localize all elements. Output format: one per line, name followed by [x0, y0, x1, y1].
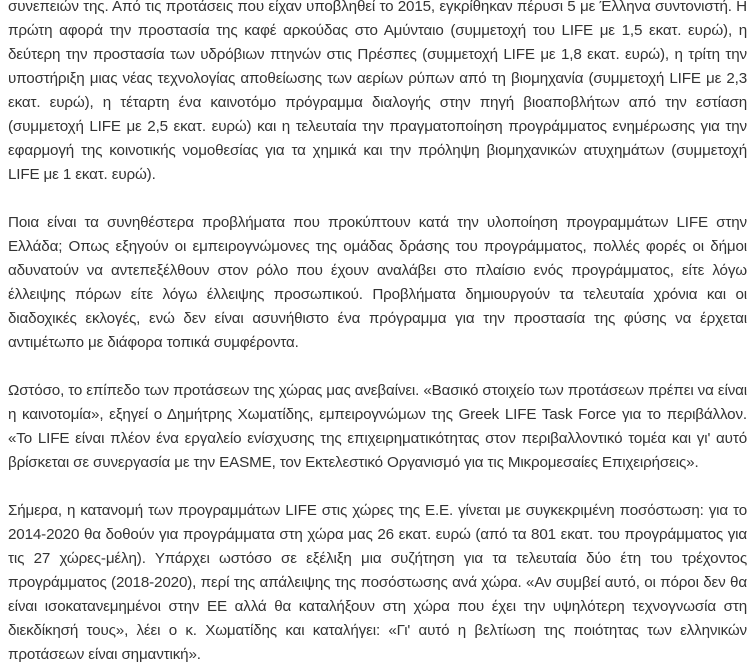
article-paragraph-1: συνεπειών της. Από τις προτάσεις που είχαν υποβληθεί το 2015, εγκρίθηκαν πέρυσι 5 με Έλληνα συντονιστή. Η πρώτη αφορά την προστασία της καφέ αρκούδας στο Αμύνταιο (συμμετοχή του LIFE με 1,5 εκατ. ευρώ), η δεύτερη την προστασία των υδρόβιων πτηνών στις Πρέσπες (συμμετοχή LIFE με 1,8 εκατ. ευρώ), η τρίτη την υποστήριξη μιας νέας τεχνολογίας αποθείωσης των αερίων ρύπων από τη βιομηχανία (συμμετοχή LIFE με 2,3 εκατ. ευρώ), η τέταρτη ένα καινοτόμο πρόγραμμα διαλογής στην πηγή βιοαποβλήτων από την εστίαση (συμμετοχή LIFE με 2,5 εκατ. ευρώ) και η τελευταία την πραγματοποίηση προγράμματος ενημέρωσης για την εφαρμογή της κοινοτικής νομοθεσίας για τα χημικά και την πρόληψη βιομηχανικών ατυχημάτων (συμμετοχή LIFE με 1 εκατ. ευρώ). [8, 0, 747, 183]
article-paragraph-3: Ωστόσο, το επίπεδο των προτάσεων της χώρας μας ανεβαίνει. «Βασικό στοιχείο των προτάσεων πρέπει να είναι η καινοτομία», εξηγεί ο Δημήτρης Χωματίδης, εμπειρογνώμων της Greek LIFE Task Force για το περιβάλλον. «Το LIFE είναι πλέον ένα εργαλείο ενίσχυσης της επιχειρηματικότητας στον περιβαλλοντικό τομέα και γι' αυτό βρίσκεται σε συνεργασία με την EASME, τον Εκτελεστικό Οργανισμό για τις Μικρομεσαίες Επιχειρήσεις». [8, 382, 747, 471]
article-paragraph-2: Ποια είναι τα συνηθέστερα προβλήματα που προκύπτουν κατά την υλοποίηση προγραμμάτων LIFE στην Ελλάδα; Οπως εξηγούν οι εμπειρογνώμονες της ομάδας δράσης του προγράμματος, πολλές φορές οι δήμοι αδυνατούν να αντεπεξέλθουν στον ρόλο που έχουν αναλάβει στο πλαίσιο ενός προγράμματος, είτε λόγω έλλειψης πόρων είτε λόγω έλλειψης προσωπικού. Προβλήματα δημιουργούν τα τελευταία χρόνια και οι διαδοχικές εκλογές, ενώ δεν είναι ασυνήθιστο ένα πρόγραμμα για την προστασία της φύσης να έρχεται αντιμέτωπο με διάφορα τοπικά συμφέροντα. [8, 214, 747, 351]
article-paragraph-4: Σήμερα, η κατανομή των προγραμμάτων LIFE στις χώρες της Ε.Ε. γίνεται με συγκεκριμένη ποσόστωση: για το 2014-2020 θα δοθούν για προγράμματα στη χώρα μας 26 εκατ. ευρώ (από τα 801 εκατ. του προγράμματος για τις 27 χώρες-μέλη). Υπάρχει ωστόσο σε εξέλιξη μια συζήτηση για τα τελευταία δύο έτη του τρέχοντος προγράμματος (2018-2020), περί της απάλειψης της ποσόστωσης ανά χώρα. «Αν συμβεί αυτό, οι πόροι δεν θα είναι ισοκατανεμημένοι στην ΕΕ αλλά θα καταλήξουν στη χώρα που έχει την υψηλότερη τεχνογνωσία στη διεκδίκησή τους», λέει ο κ. Χωματίδης και καταλήγει: «Γι' αυτό η βελτίωση της ποιότητας των ελληνικών προτάσεων είναι σημαντική». [8, 502, 747, 663]
